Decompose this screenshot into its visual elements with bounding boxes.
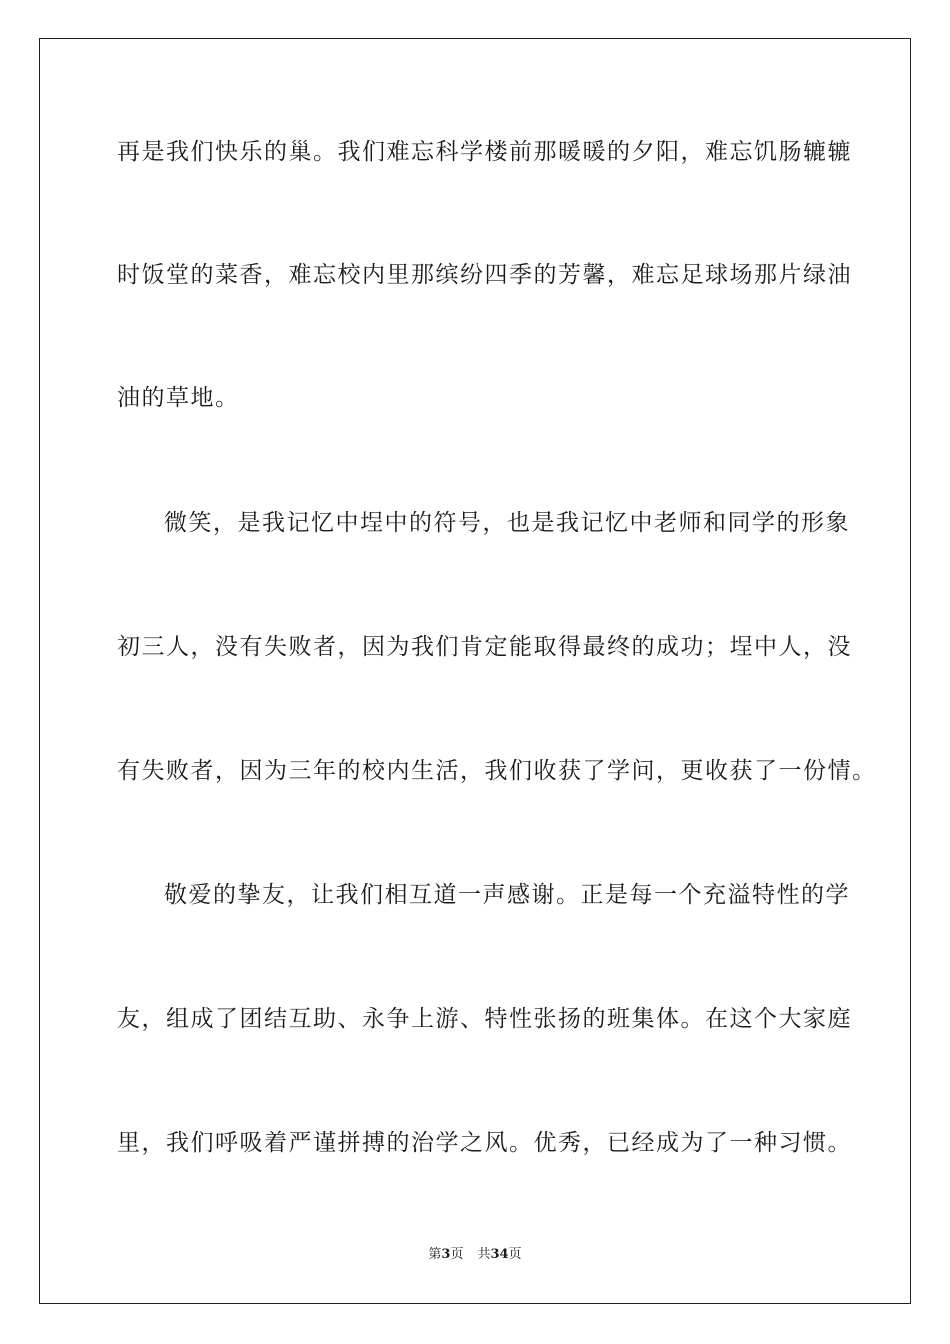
page-suffix: 页 — [450, 1247, 464, 1262]
page-prefix: 第 — [428, 1247, 442, 1262]
body-line-4: 微笑，是我记忆中埕中的符号，也是我记忆中老师和同学的形象 — [164, 510, 850, 536]
body-line-7: 敬爱的挚友，让我们相互道一声感谢。正是每一个充溢特性的学 — [164, 882, 850, 908]
total-suffix: 页 — [508, 1247, 522, 1262]
page-number: 3 — [441, 1247, 451, 1262]
body-line-8: 友，组成了团结互助、永争上游、特性张扬的班集体。在这个大家庭 — [117, 1006, 852, 1032]
page-footer — [0, 1246, 950, 1264]
total-prefix: 共 — [477, 1247, 491, 1262]
page-border — [39, 38, 911, 1304]
total-pages: 34 — [490, 1247, 509, 1262]
body-line-5: 初三人，没有失败者，因为我们肯定能取得最终的成功；埕中人，没 — [117, 634, 852, 660]
body-line-3: 油的草地。 — [117, 385, 240, 411]
body-line-6: 有失败者，因为三年的校内生活，我们收获了学问，更收获了一份情。 — [117, 758, 877, 784]
body-line-1: 再是我们快乐的巢。我们难忘科学楼前那暖暖的夕阳，难忘饥肠辘辘 — [117, 139, 852, 165]
body-line-9: 里，我们呼吸着严谨拼搏的治学之风。优秀，已经成为了一种习惯。 — [117, 1130, 852, 1156]
body-line-2: 时饭堂的菜香，难忘校内里那缤纷四季的芳馨，难忘足球场那片绿油 — [117, 262, 852, 288]
